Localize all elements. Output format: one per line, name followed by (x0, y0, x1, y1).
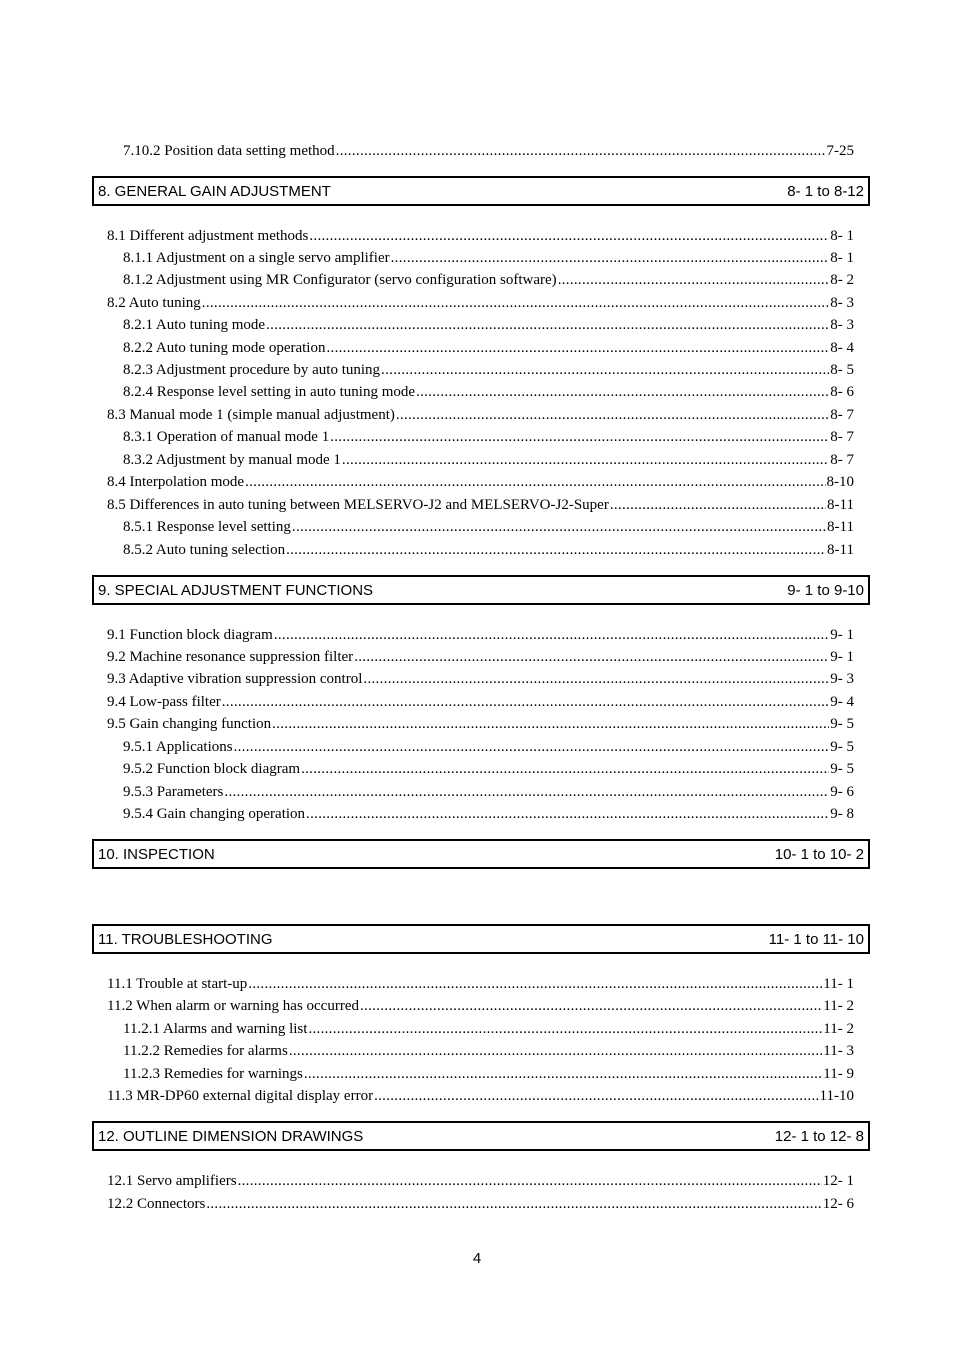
toc-entry-title: 8.1 Different adjustment methods (107, 228, 309, 244)
toc-entry-title: 8.2.3 Adjustment procedure by auto tuning (123, 362, 381, 378)
dot-leader (381, 361, 829, 379)
toc-entry[interactable] (107, 995, 854, 1015)
chapter-heading (92, 924, 870, 954)
toc-entry-title: 9.1 Function block diagram (107, 627, 273, 643)
toc-entry[interactable] (107, 494, 854, 514)
dot-leader (391, 249, 830, 267)
toc-entry-title: 11.2.1 Alarms and warning list (123, 1021, 308, 1037)
chapter-page-range: 9- 1 to 9-10 (787, 581, 864, 599)
dot-leader (330, 428, 829, 446)
toc-entry-page: 8- 7 (830, 452, 854, 468)
dot-leader (306, 805, 829, 823)
toc-entry-title: 11.2.2 Remedies for alarms (123, 1043, 288, 1059)
toc-entry[interactable] (123, 269, 854, 289)
toc-entry[interactable] (123, 516, 854, 536)
toc-entry-page: 8- 7 (830, 407, 854, 423)
toc-entry-title: 8.2.4 Response level setting in auto tuning mode (123, 384, 416, 400)
toc-entry[interactable] (123, 1040, 854, 1060)
chapter-page-range: 8- 1 to 8-12 (787, 182, 864, 200)
dot-leader (234, 738, 830, 756)
dot-leader (222, 693, 830, 711)
chapter-page-range: 11- 1 to 11- 10 (768, 930, 864, 948)
toc-entry-page: 8- 6 (830, 384, 854, 400)
toc-entry-page: 8- 1 (830, 250, 854, 266)
toc-entry-title: 7.10.2 Position data setting method (123, 143, 335, 159)
toc-entry[interactable] (107, 691, 854, 711)
toc-entry[interactable] (107, 668, 854, 688)
dot-leader (245, 473, 825, 491)
dot-leader (248, 975, 822, 993)
toc-entry-title: 12.1 Servo amplifiers (107, 1173, 237, 1189)
toc-entry-page: 7-25 (826, 143, 854, 159)
chapter-title: 8. GENERAL GAIN ADJUSTMENT (98, 182, 331, 200)
chapter-title: 10. INSPECTION (98, 845, 215, 863)
toc-entry[interactable] (107, 1193, 854, 1213)
chapter-heading (92, 176, 870, 206)
toc-entry-title: 8.2 Auto tuning (107, 295, 201, 311)
toc-entry[interactable] (123, 1063, 854, 1083)
dot-leader (289, 1042, 822, 1060)
toc-entry-title: 9.2 Machine resonance suppression filter (107, 649, 354, 665)
toc-entry-title: 8.5.2 Auto tuning selection (123, 542, 286, 558)
chapter-page-range: 12- 1 to 12- 8 (774, 1127, 864, 1145)
toc-entry-page: 8-11 (827, 519, 854, 535)
toc-entry-title: 9.3 Adaptive vibration suppression control (107, 671, 363, 687)
toc-entry-page: 8-11 (827, 542, 854, 558)
toc-entry[interactable] (123, 359, 854, 379)
dot-leader (416, 383, 829, 401)
toc-entry-title: 8.4 Interpolation mode (107, 474, 245, 490)
dot-leader (304, 1065, 822, 1083)
toc-entry-page: 9- 5 (830, 716, 854, 732)
toc-entry[interactable] (123, 247, 854, 267)
toc-entry-title: 8.1.1 Adjustment on a single servo amplifier (123, 250, 390, 266)
toc-entry[interactable] (123, 539, 854, 559)
toc-entry-page: 9- 3 (830, 671, 854, 687)
toc-entry-title: 8.3.1 Operation of manual mode 1 (123, 429, 330, 445)
toc-entry[interactable] (107, 1170, 854, 1190)
toc-entry-page: 11-10 (819, 1088, 854, 1104)
toc-entry[interactable] (107, 624, 854, 644)
toc-entry[interactable] (123, 781, 854, 801)
dot-leader (308, 1020, 822, 1038)
toc-entry-title: 9.5.2 Function block diagram (123, 761, 301, 777)
toc-entry-page: 8- 3 (830, 317, 854, 333)
dot-leader (336, 142, 826, 160)
toc-entry-page: 11- 9 (823, 1066, 854, 1082)
toc-entry[interactable] (123, 381, 854, 401)
toc-entry-page: 11- 3 (823, 1043, 854, 1059)
toc-entry-title: 11.1 Trouble at start-up (107, 976, 248, 992)
dot-leader (202, 294, 829, 312)
toc-entry-page: 9- 8 (830, 806, 854, 822)
dot-leader (224, 783, 829, 801)
dot-leader (274, 626, 829, 644)
dot-leader (374, 1087, 818, 1105)
toc-entry-title: 12.2 Connectors (107, 1196, 206, 1212)
toc-entry[interactable] (123, 449, 854, 469)
chapter-title: 12. OUTLINE DIMENSION DRAWINGS (98, 1127, 364, 1145)
toc-entry-title: 11.3 MR-DP60 external digital display error (107, 1088, 374, 1104)
dot-leader (272, 715, 829, 733)
toc-entry-page: 8- 2 (830, 272, 854, 288)
toc-entry-title: 8.5.1 Response level setting (123, 519, 291, 535)
dot-leader (326, 339, 829, 357)
toc-entry[interactable] (107, 292, 854, 312)
chapter-heading (92, 839, 870, 869)
dot-leader (396, 406, 829, 424)
toc-entry-title: 8.1.2 Adjustment using MR Configurator (servo configuration software) (123, 272, 557, 288)
chapter-title: 9. SPECIAL ADJUSTMENT FUNCTIONS (98, 581, 374, 599)
toc-entry[interactable] (123, 337, 854, 357)
toc-entry[interactable] (107, 1085, 854, 1105)
toc-entry-title: 9.4 Low-pass filter (107, 694, 221, 710)
toc-entry-title: 8.5 Differences in auto tuning between MELSERVO-J2 and MELSERVO-J2-Super (107, 497, 609, 513)
toc-entry-page: 9- 5 (830, 761, 854, 777)
toc-entry-title: 9.5.1 Applications (123, 739, 233, 755)
dot-leader (309, 227, 829, 245)
toc-entry-page: 9- 4 (830, 694, 854, 710)
dot-leader (354, 648, 829, 666)
toc-entry[interactable] (123, 736, 854, 756)
page-number: 4 (472, 1250, 482, 1267)
toc-entry[interactable] (107, 973, 854, 993)
toc-entry[interactable] (107, 471, 854, 491)
toc-entry-page: 8-11 (827, 497, 854, 513)
toc-entry[interactable] (107, 225, 854, 245)
toc-entry-page: 8- 3 (830, 295, 854, 311)
dot-leader (238, 1172, 822, 1190)
toc-entry-page: 9- 6 (830, 784, 854, 800)
toc-entry-title: 11.2 When alarm or warning has occurred (107, 998, 359, 1014)
toc-entry-title: 8.2.2 Auto tuning mode operation (123, 340, 326, 356)
chapter-heading (92, 1121, 870, 1151)
toc-entry-page: 8-10 (826, 474, 854, 490)
dot-leader (342, 451, 829, 469)
toc-entry-page: 8- 5 (830, 362, 854, 378)
toc-entry-title: 8.2.1 Auto tuning mode (123, 317, 266, 333)
toc-entry-title: 9.5.4 Gain changing operation (123, 806, 306, 822)
chapter-title: 11. TROUBLESHOOTING (98, 930, 273, 948)
toc-entry-page: 11- 1 (823, 976, 854, 992)
toc-entry-page: 8- 4 (830, 340, 854, 356)
toc-entry[interactable] (123, 314, 854, 334)
dot-leader (292, 518, 826, 536)
toc-entry-page: 9- 5 (830, 739, 854, 755)
toc-entry-title: 8.3.2 Adjustment by manual mode 1 (123, 452, 341, 468)
toc-entry[interactable] (107, 713, 854, 733)
toc-entry-page: 11- 2 (823, 998, 854, 1014)
toc-entry-title: 8.3 Manual mode 1 (simple manual adjustment) (107, 407, 395, 423)
toc-entry[interactable] (107, 646, 854, 666)
toc-entry-page: 8- 7 (830, 429, 854, 445)
dot-leader (363, 670, 829, 688)
dot-leader (360, 997, 822, 1015)
dot-leader (610, 496, 826, 514)
dot-leader (301, 760, 829, 778)
dot-leader (558, 271, 830, 289)
toc-entry[interactable] (107, 404, 854, 424)
toc-entry[interactable] (123, 803, 854, 823)
toc-entry[interactable] (123, 426, 854, 446)
toc-entry-page: 9- 1 (830, 649, 854, 665)
chapter-page-range: 10- 1 to 10- 2 (774, 845, 864, 863)
toc-entry[interactable] (123, 1018, 854, 1038)
toc-entry-title: 9.5 Gain changing function (107, 716, 272, 732)
toc-entry-title: 11.2.3 Remedies for warnings (123, 1066, 303, 1082)
dot-leader (286, 541, 826, 559)
toc-entry[interactable] (123, 140, 854, 160)
toc-entry-title: 9.5.3 Parameters (123, 784, 224, 800)
toc-entry[interactable] (123, 758, 854, 778)
toc-entry-page: 12- 6 (822, 1196, 854, 1212)
toc-entry-page: 12- 1 (822, 1173, 854, 1189)
dot-leader (266, 316, 829, 334)
toc-entry-page: 11- 2 (823, 1021, 854, 1037)
toc-entry-page: 8- 1 (830, 228, 854, 244)
toc-entry-page: 9- 1 (830, 627, 854, 643)
chapter-heading (92, 575, 870, 605)
dot-leader (206, 1195, 821, 1213)
